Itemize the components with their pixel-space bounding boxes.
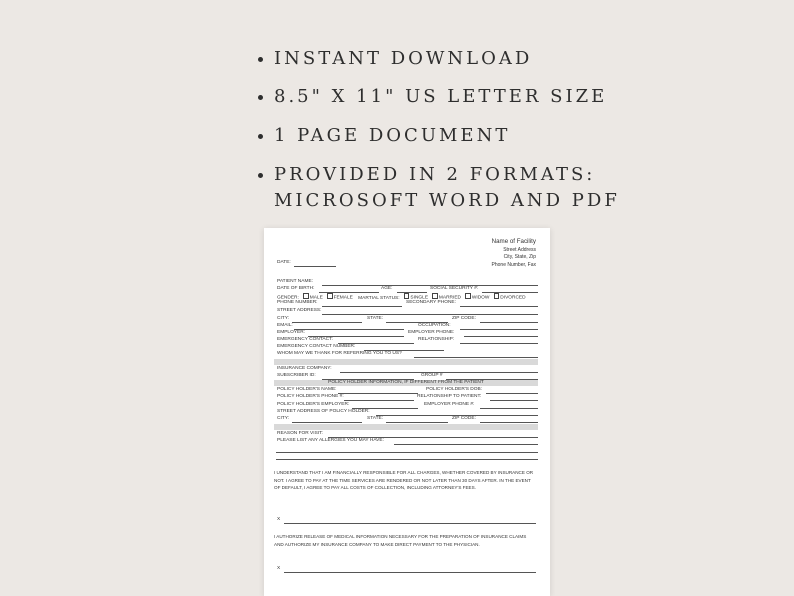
facility-city: City, State, Zip <box>503 254 536 261</box>
ph-city-line <box>292 422 362 423</box>
secondary-phone-label: SECONDARY PHONE: <box>406 300 456 305</box>
feature-text: 1 PAGE DOCUMENT <box>274 125 511 146</box>
allergies-label: PLEASE LIST ANY ALLERGIES YOU MAY HAVE: <box>277 438 384 443</box>
ph-city-label: CITY: <box>277 416 289 421</box>
subscriber-label: SUBSCRIBER ID: <box>277 373 316 378</box>
allergies-line-3 <box>276 459 538 460</box>
street-line <box>322 314 538 315</box>
email-line <box>294 329 404 330</box>
age-label: AGE: <box>381 286 393 291</box>
referral-label: WHOM MAY WE THANK FOR REFERRING YOU TO US? <box>277 351 402 356</box>
date-label: DATE: <box>277 260 291 265</box>
policy-header-bar <box>274 380 538 386</box>
state-label: STATE: <box>367 316 384 321</box>
relationship-label: RELATIONSHIP: <box>418 337 455 342</box>
insurance-label: INSURANCE COMPANY: <box>277 366 332 371</box>
employer-phone2-label: EMPLOYER PHONE #: <box>424 402 475 407</box>
employer-phone2-line <box>480 408 538 409</box>
marital-label: MARTIAL STATUS: <box>358 295 400 301</box>
feature-item <box>258 162 620 214</box>
section-divider <box>274 424 538 430</box>
referral-line <box>414 357 538 358</box>
group-label: GROUP # <box>421 373 443 378</box>
checkbox-female[interactable] <box>327 293 333 299</box>
employer-phone-label: EMPLOYER PHONE: <box>408 330 455 335</box>
ph-phone-line <box>344 400 414 401</box>
authorization-text: I AUTHORIZE RELEASE OF MEDICAL INFORMATION NECESSARY FOR THE PREPARATION OF INSURANCE CLAIMS AND AUTHORIZE MY INSURANCE COMPANY TO MAKE DIRECT PAYMENT TO THE PHYSICIAN. <box>274 534 527 547</box>
ph-zip-line <box>480 422 538 423</box>
relationship-to-patient-line <box>490 400 538 401</box>
checkbox-widow[interactable] <box>465 293 471 299</box>
section-divider <box>274 359 538 365</box>
widow-label: WIDOW <box>471 295 490 301</box>
patient-name-label: PATIENT NAME: <box>277 279 313 284</box>
bullet-dot-icon <box>258 57 263 62</box>
gender-label: GENDER: <box>277 295 299 301</box>
ph-state-line <box>386 422 448 423</box>
feature-text: INSTANT DOWNLOAD <box>274 48 533 69</box>
street-label: STREET ADDRESS: <box>277 308 322 313</box>
occupation-line <box>460 329 538 330</box>
signature-line-1 <box>284 523 536 524</box>
signature-x-1: X <box>277 517 281 522</box>
feature-item <box>258 84 607 110</box>
checkbox-married[interactable] <box>432 293 438 299</box>
employer-label: EMPLOYER: <box>277 330 305 335</box>
email-label: EMAIL: <box>277 323 293 328</box>
relationship-line <box>460 343 538 344</box>
signature-line-2 <box>284 572 536 573</box>
checkbox-male[interactable] <box>303 293 309 299</box>
dob-label: DATE OF BIRTH: <box>277 286 315 291</box>
facility-street: Street Address <box>503 247 536 253</box>
signature-x-2: X <box>277 566 281 571</box>
ph-name-line <box>338 393 418 394</box>
facility-phone: Phone Number, Fax <box>491 261 536 268</box>
ssn-label: SOCIAL SECURITY #: <box>430 286 479 291</box>
divorced-label: DIVORCED <box>500 295 526 301</box>
feature-item <box>258 123 510 149</box>
single-label: SINGLE <box>410 295 429 301</box>
bullet-dot-icon <box>258 134 263 139</box>
ph-name-label: POLICY HOLDER'S NAME: <box>277 387 337 392</box>
ph-dob-line <box>486 393 538 394</box>
ph-employer-label: POLICY HOLDER'S EMPLOYER: <box>277 402 350 407</box>
male-label: MALE <box>309 295 323 301</box>
feature-text: 8.5" X 11" US LETTER SIZE <box>274 86 608 107</box>
date-line <box>294 266 336 267</box>
phone-line <box>322 306 402 307</box>
bullet-dot-icon <box>258 95 263 100</box>
facility-header <box>492 237 536 269</box>
feature-item <box>258 46 532 72</box>
checkbox-single[interactable] <box>404 293 410 299</box>
bullet-dot-icon <box>258 173 263 178</box>
secondary-phone-line <box>460 306 538 307</box>
ph-state-label: STATE: <box>367 416 384 421</box>
female-label: FEMALE <box>333 295 353 301</box>
feature-text: MICROSOFT WORD AND PDF <box>274 190 620 211</box>
reason-label: REASON FOR VISIT: <box>277 431 323 436</box>
zip-label: ZIP CODE: <box>452 316 476 321</box>
form-document-preview <box>264 228 550 596</box>
city-label: CITY: <box>277 316 289 321</box>
occupation-label: OCCUPATION: <box>418 323 451 328</box>
policy-header-title: POLICY HOLDER INFORMATION, IF DIFFERENT FROM THE PATIENT <box>328 380 484 385</box>
employer-phone-line <box>464 336 538 337</box>
facility-name: Name of Facility <box>491 238 536 245</box>
married-label: MARRIED <box>438 295 461 301</box>
checkbox-divorced[interactable] <box>494 293 500 299</box>
allergies-line <box>394 444 538 445</box>
city-line <box>292 322 362 323</box>
emergency-contact-label: EMERGENCY CONTACT: <box>277 337 333 342</box>
emergency-number-label: EMERGENCY CONTACT NUMBER: <box>277 344 356 349</box>
ph-zip-label: ZIP CODE: <box>452 416 476 421</box>
allergies-line-2 <box>276 452 538 453</box>
ph-phone-label: POLICY HOLDER'S PHONE #: <box>277 394 344 399</box>
financial-responsibility-text: I UNDERSTAND THAT I AM FINANCIALLY RESPONSIBLE FOR ALL CHARGES, WHETHER COVERED BY INSURANCE OR NOT. I AGREE TO PAY AT THE TIME SERVICES ARE RENDERED OR NOT LATER THAN 30 DAYS AFTER. IN THE EVENT OF DEFAULT, I AGREE TO PAY ALL COSTS OF COLLECTION, INCLUDING ATTORNEY'S FEES. <box>274 470 534 491</box>
relationship-to-patient-label: RELATIONSHIP TO PATIENT: <box>417 394 482 399</box>
ph-dob-label: POLICY HOLDER'S DOB: <box>426 387 483 392</box>
zip-line <box>480 322 538 323</box>
phone-label: PHONE NUMBER: <box>277 300 318 305</box>
feature-text: PROVIDED IN 2 FORMATS: <box>274 164 596 185</box>
ph-street-label: STREET ADDRESS OF POLICY HOLDER: <box>277 409 370 414</box>
